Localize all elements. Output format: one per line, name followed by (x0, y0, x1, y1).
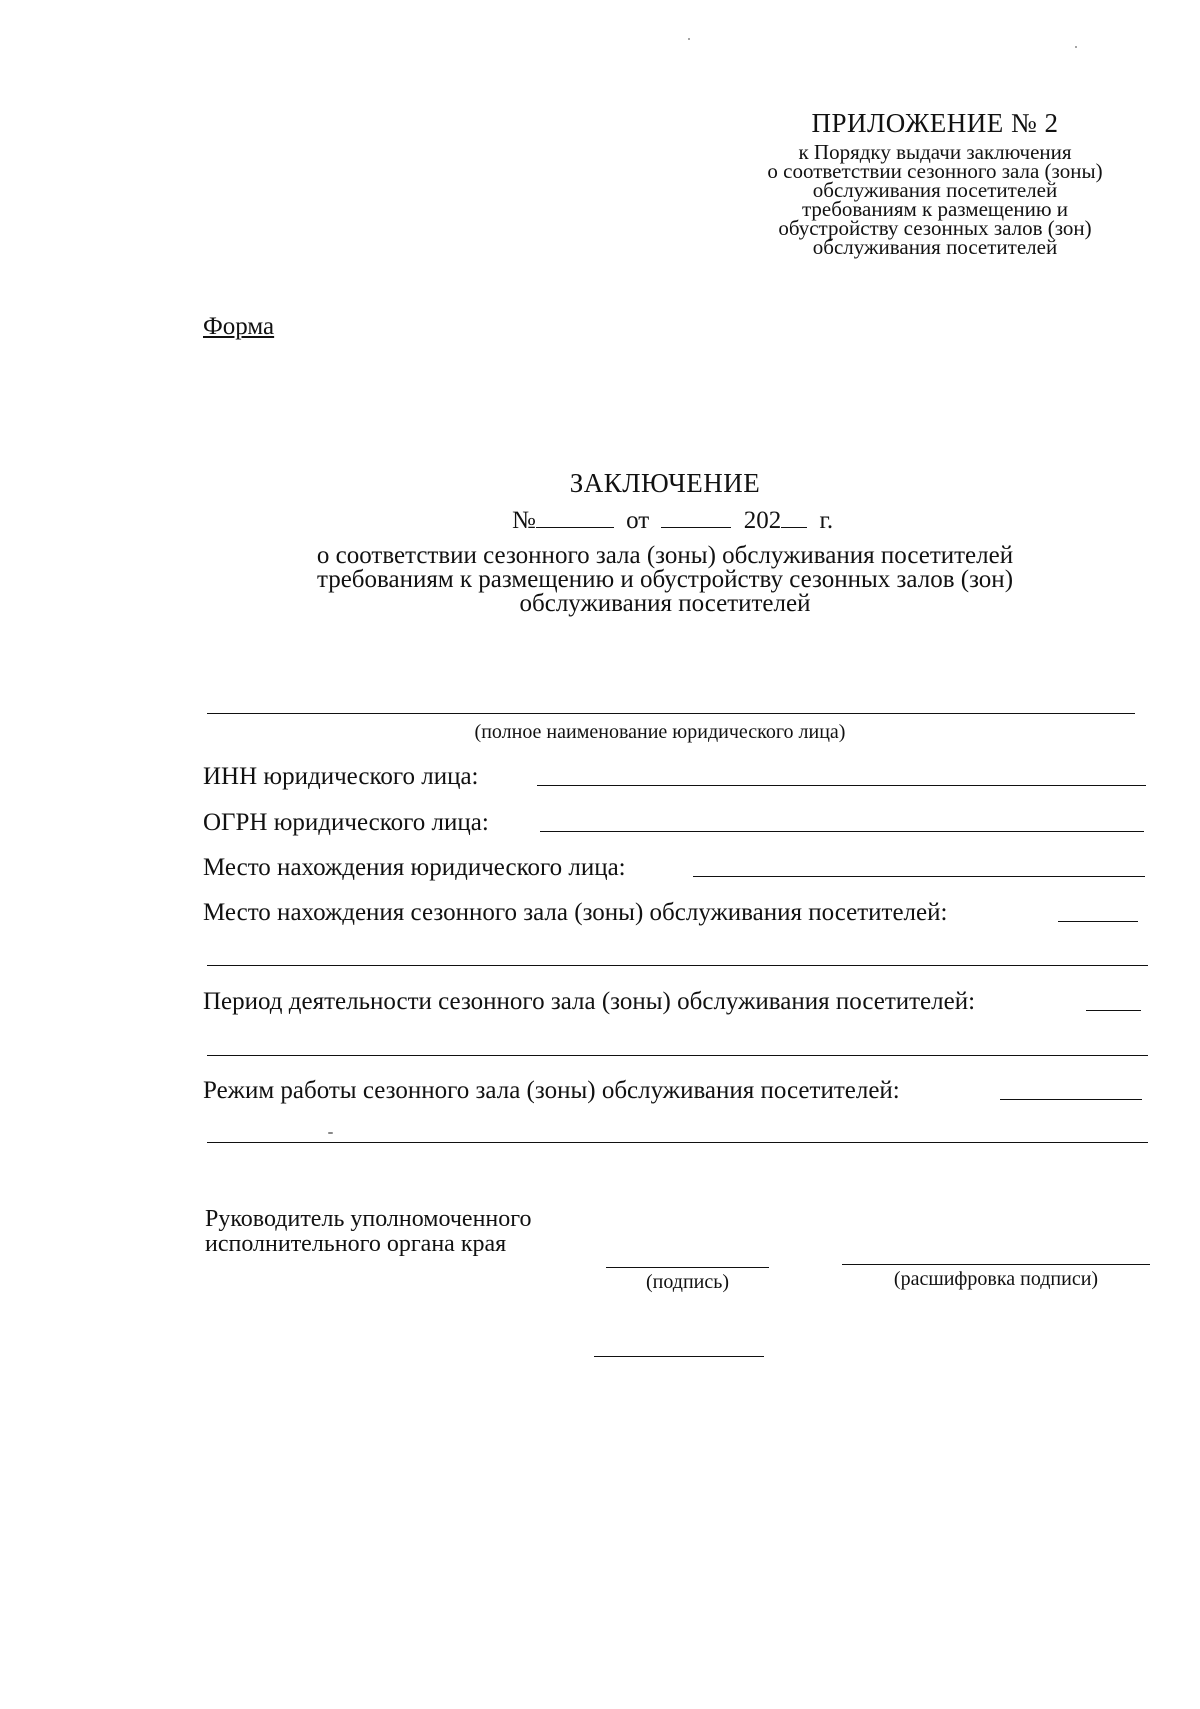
inn-label: ИНН юридического лица: (203, 763, 479, 790)
schedule-label: Режим работы сезонного зала (зоны) обслуживания посетителей: (203, 1077, 900, 1104)
entity-name-line[interactable] (207, 713, 1135, 714)
ogrn-label: ОГРН юридического лица: (203, 809, 489, 836)
appendix-line: о соответствии сезонного зала (зоны) (767, 159, 1103, 183)
zone-address-field-line-2[interactable] (207, 965, 1148, 966)
year-suffix: г. (819, 507, 834, 534)
signer-position-line: Руководитель уполномоченного (205, 1206, 532, 1232)
end-separator (594, 1356, 764, 1357)
appendix-description (720, 140, 1150, 259)
date-prefix: от (626, 507, 650, 534)
form-label: Форма (203, 313, 275, 340)
inn-field-line[interactable] (537, 785, 1146, 786)
scan-speck (688, 38, 690, 40)
signature-caption: (подпись) (645, 1271, 730, 1293)
zone-address-field-line[interactable] (1058, 921, 1138, 922)
schedule-field-line-2[interactable] (207, 1142, 1148, 1143)
appendix-block (720, 108, 1150, 257)
scan-speck (328, 1132, 333, 1134)
signer-position (205, 1207, 532, 1257)
document-title: ЗАКЛЮЧЕНИЕ (569, 468, 761, 498)
appendix-title: ПРИЛОЖЕНИЕ № 2 (811, 108, 1059, 138)
year-prefix: 202 (743, 507, 782, 534)
entity-name-caption: (полное наименование юридического лица) (474, 721, 846, 743)
appendix-line: обслуживания посетителей (812, 178, 1058, 202)
purpose-line: о соответствии сезонного зала (зоны) обслуживания посетителей (316, 542, 1014, 569)
ogrn-field-line[interactable] (540, 831, 1144, 832)
year-blank[interactable] (781, 507, 807, 528)
zone-address-label: Место нахождения сезонного зала (зоны) обслуживания посетителей: (203, 899, 948, 926)
purpose-line: обслуживания посетителей (519, 590, 811, 617)
schedule-field-line[interactable] (1000, 1099, 1142, 1100)
period-label: Период деятельности сезонного зала (зоны) обслуживания посетителей: (203, 988, 976, 1015)
legal-address-field-line[interactable] (693, 876, 1145, 877)
legal-address-label: Место нахождения юридического лица: (203, 854, 626, 881)
appendix-line: к Порядку выдачи заключения (798, 140, 1072, 164)
period-field-line[interactable] (1086, 1010, 1141, 1011)
signer-position-line: исполнительного органа края (205, 1231, 507, 1257)
signature-name-line[interactable] (842, 1264, 1150, 1265)
date-blank[interactable] (661, 507, 731, 528)
appendix-line: обустройству сезонных залов (зон) (778, 216, 1092, 240)
signature-line[interactable] (606, 1267, 769, 1268)
purpose-line: требованиям к размещению и обустройству сезонных залов (зон) (316, 566, 1014, 593)
appendix-line: требованиям к размещению и (801, 197, 1069, 221)
appendix-line: обслуживания посетителей (812, 235, 1058, 259)
signature-name-caption: (расшифровка подписи) (893, 1268, 1099, 1290)
document-purpose (250, 544, 1080, 616)
scan-speck (1075, 46, 1077, 48)
number-prefix: № (512, 507, 536, 534)
number-blank[interactable] (536, 507, 614, 528)
number-date-line (512, 507, 833, 535)
period-field-line-2[interactable] (207, 1055, 1148, 1056)
